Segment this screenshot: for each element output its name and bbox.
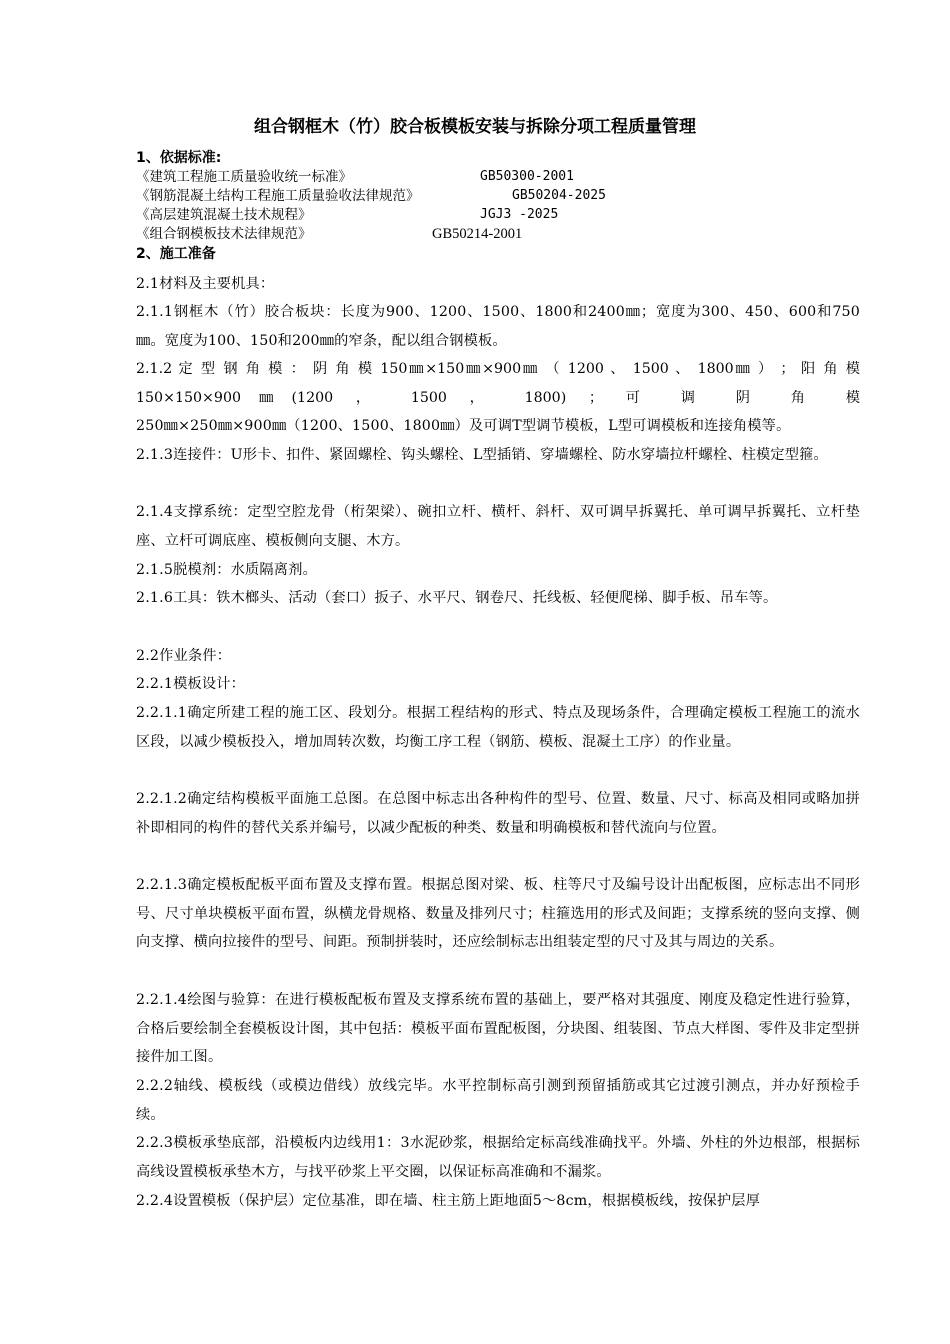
standard-code: GB50204-2025 (512, 188, 606, 203)
standard-name: 《建筑工程施工质量验收统一标准》 (136, 169, 352, 185)
standard-name: 《高层建筑混凝土技术规程》 (136, 207, 312, 223)
paragraph-2-1-5: 2.1.5脱模剂：水质隔离剂。 (136, 562, 317, 578)
standard-name: 《钢筋混凝土结构工程施工质量验收法律规范》 (136, 188, 420, 204)
paragraph-2-2-1: 2.2.1模板设计： (136, 676, 246, 692)
standard-code: JGJ3 -2025 (480, 207, 559, 222)
standard-code: GB50214-2001 (432, 226, 523, 242)
paragraph-2-1-6: 2.1.6工具：铁木榔头、活动（套口）扳子、水平尺、钢卷尺、托线板、轻便爬梯、脚手板、吊车等。 (136, 590, 778, 606)
paragraph-2-2-1-2: 2.2.1.2确定结构模板平面施工总图。在总图中标志出各种构件的型号、位置、数量、尺寸、标高及相同或略加拼补即相同的构件的替代关系并编号，以减少配板的种类、数量和明确模板和替代流向与位置。 (136, 791, 860, 836)
paragraph-2-1-1: 2.1.1钢框木（竹）胶合板块：长度为900、1200、1500、1800和2400㎜；宽度为300、450、600和750㎜。宽度为100、150和200㎜的窄条，配以组合钢模板。 (136, 304, 860, 349)
standard-name: 《组合钢模板技术法律规范》 (136, 226, 312, 242)
document-title: 组合钢框木（竹）胶合板模板安装与拆除分项工程质量管理 (254, 117, 696, 137)
paragraph-2-2-1-1: 2.2.1.1确定所建工程的施工区、段划分。根据工程结构的形式、特点及现场条件，合理确定模板工程施工的流水区段，以减少模板投入，增加周转次数，均衡工序工程（钢筋、模板、混凝土工序）的作业量。 (136, 705, 860, 750)
paragraph-2-2-2: 2.2.2轴线、模板线（或模边借线）放线完毕。水平控制标高引测到预留插筋或其它过渡引测点，并办好预检手续。 (136, 1078, 860, 1123)
paragraph-2-2-1-3: 2.2.1.3确定模板配板平面布置及支撑布置。根据总图对梁、板、柱等尺寸及编号设计出配板图，应标志出不同形号、尺寸单块模板平面布置，纵横龙骨规格、数量及排列尺寸；柱箍选用的形式及间距；支撑系统的竖向支撑、侧向支撑、横向拉接件的型号、间距。预制拼装时，还应绘制标志出组装定型的尺寸及其与周边的关系。 (136, 877, 860, 951)
paragraph-2-1-2-line-1: 2.1.2 定 型 钢 角 模 ： 阴 角 模 150㎜×150㎜×900㎜ （ 1200 、 1500 、 1800㎜ ） ； 阳 角 模 (136, 361, 860, 377)
paragraph-2-2: 2.2作业条件： (136, 648, 232, 664)
standard-code: GB50300-2001 (480, 169, 574, 184)
section-heading-standards: 1、依据标准: (136, 150, 222, 166)
paragraph-2-1-2-line-3: 250㎜×250㎜×900㎜（1200、1500、1800㎜）及可调T型调节模板，L型可调模板和连接角模等。 (136, 418, 791, 434)
paragraph-2-1: 2.1材料及主要机具： (136, 276, 275, 292)
section-heading-preparation: 2、施工准备 (136, 246, 216, 262)
paragraph-2-1-4: 2.1.4支撑系统：定型空腔龙骨（桁架梁）、碗扣立杆、横杆、斜杆、双可调早拆翼托、单可调早拆翼托、立杆垫座、立杆可调底座、模板侧向支腿、木方。 (136, 504, 860, 549)
paragraph-2-1-2-line-2: 150×150×900㎜(1200 ， 1500 ， 1800) ； 可 调 阴 角 模 (136, 390, 860, 406)
paragraph-2-2-3: 2.2.3模板承垫底部，沿模板内边线用1：3水泥砂浆，根据给定标高线准确找平。外墙、外柱的外边根部，根据标高线设置模板承垫木方，与找平砂浆上平交圈，以保证标高准确和不漏浆。 (136, 1135, 860, 1180)
paragraph-2-1-3: 2.1.3连接件：U形卡、扣件、紧固螺栓、钩头螺栓、L型插销、穿墙螺栓、防水穿墙拉杆螺栓、柱模定型箍。 (136, 447, 828, 463)
paragraph-2-2-1-4: 2.2.1.4绘图与验算：在进行模板配板布置及支撑系统布置的基础上，要严格对其强度、刚度及稳定性进行验算，合格后要绘制全套模板设计图，其中包括：模板平面布置配板图，分块图、组装图、节点大样图、零件及非定型拼接件加工图。 (136, 992, 860, 1066)
paragraph-2-2-4: 2.2.4设置模板（保护层）定位基准，即在墙、柱主筋上距地面5～8cm，根据模板线，按保护层厚 (136, 1193, 761, 1209)
